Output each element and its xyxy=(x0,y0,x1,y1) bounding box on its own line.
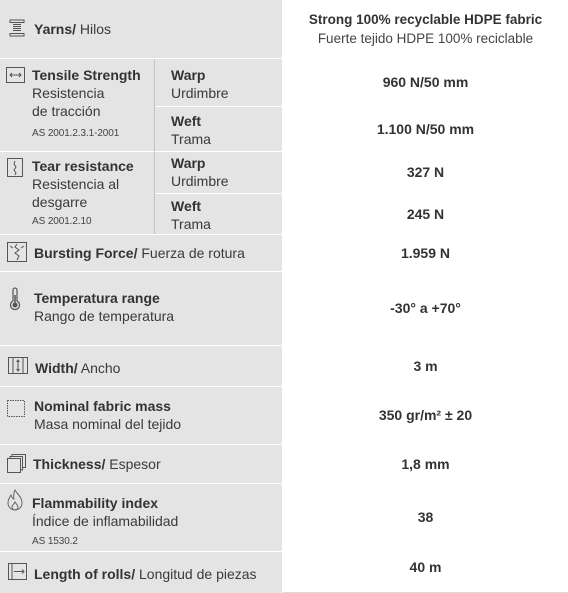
width-label: Width/ Ancho xyxy=(35,360,121,376)
width-icon xyxy=(8,357,28,374)
flammability-value: 38 xyxy=(283,483,568,551)
roll-length-icon xyxy=(8,563,27,580)
tear-icon xyxy=(7,158,23,177)
fabric-square-icon xyxy=(7,400,25,417)
tear-warp-value: 327 N xyxy=(283,151,568,193)
yarns-value-en: Strong 100% recyclable HDPE fabric xyxy=(308,12,543,27)
thermometer-icon xyxy=(8,287,22,311)
thickness-value: 1,8 mm xyxy=(283,444,568,483)
tear-weft-label: Weft Trama xyxy=(171,198,211,232)
flame-icon xyxy=(6,489,24,511)
tear-warp-label: Warp Urdimbre xyxy=(171,155,229,189)
rolls-label: Length of rolls/ Longitud de piezas xyxy=(34,566,257,582)
mass-label: Nominal fabric mass Masa nominal del tejido xyxy=(34,398,182,432)
width-value: 3 m xyxy=(283,345,568,386)
tear-label: Tear resistance Resistencia al desgarre xyxy=(32,158,134,210)
flammability-label: Flammability index Índice de inflamabilidad xyxy=(32,495,179,529)
tensile-standard: AS 2001.2.3.1-2001 xyxy=(32,128,120,139)
rolls-value: 40 m xyxy=(283,551,568,583)
mass-value: 350 gr/m² ± 20 xyxy=(283,386,568,444)
yarns-value xyxy=(283,0,568,58)
tear-standard: AS 2001.2.10 xyxy=(32,216,92,227)
tear-weft-value: 245 N xyxy=(283,193,568,234)
bursting-label: Bursting Force/ Fuerza de rotura xyxy=(34,245,245,261)
stretch-arrows-icon xyxy=(6,67,25,83)
temperature-label: Temperatura range Rango de temperatura xyxy=(34,290,175,324)
thickness-label: Thickness/ Espesor xyxy=(33,456,161,472)
tensile-warp-label: Warp Urdimbre xyxy=(171,67,229,101)
tensile-warp-value: 960 N/50 mm xyxy=(283,58,568,106)
tensile-weft-label: Weft Trama xyxy=(171,113,211,147)
burst-icon xyxy=(7,242,27,262)
temperature-value: -30° a +70° xyxy=(283,271,568,345)
bursting-value: 1.959 N xyxy=(283,234,568,271)
tensile-label: Tensile Strength Resistencia de tracción xyxy=(32,67,141,119)
tensile-weft-value: 1.100 N/50 mm xyxy=(283,106,568,151)
flammability-standard: AS 1530.2 xyxy=(32,536,78,547)
yarns-label: Yarns/ Hilos xyxy=(34,21,112,37)
spool-icon xyxy=(9,19,25,37)
yarns-value-es: Fuerte tejido HDPE 100% reciclable xyxy=(317,31,534,46)
layers-icon xyxy=(7,454,26,473)
